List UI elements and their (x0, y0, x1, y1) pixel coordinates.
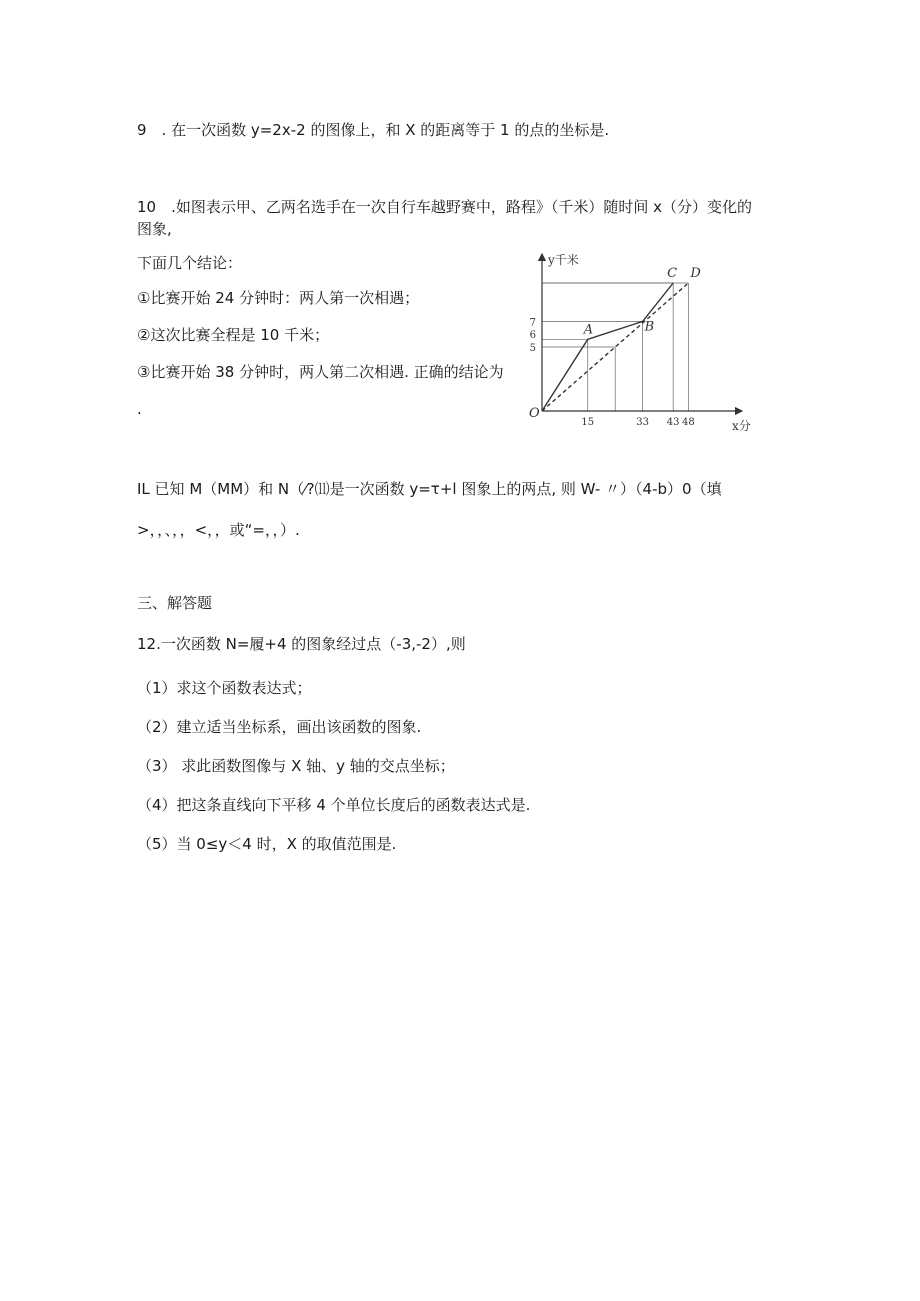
question-10-answer-blank: . (137, 400, 142, 418)
y-tick-label-7: 7 (529, 317, 536, 329)
question-12-stem: 12.一次函数 N=履+4 的图象经过点（-3,-2）,则 (137, 635, 466, 653)
question-12-part-5: （5）当 0≤y＜4 时，X 的取值范围是. (137, 835, 397, 853)
y-tick-label-5: 5 (529, 343, 536, 354)
question-10-line-2: 图象, (137, 220, 172, 238)
point-label-D: D (690, 266, 701, 281)
point-label-A: A (583, 322, 594, 338)
x-tick-label-33: 33 (636, 417, 650, 428)
x-tick-label-48: 48 (682, 417, 695, 428)
question-10-conclusion-2: ②这次比赛全程是 10 千米； (137, 326, 330, 344)
origin-label: O (529, 406, 540, 421)
question-10-conclusion-3: ③比赛开始 38 分钟时，两人第二次相遇. 正确的结论为 (137, 363, 504, 381)
x-tick-label-43: 43 (666, 417, 680, 428)
question-12-part-1: （1）求这个函数表达式； (137, 679, 312, 697)
distance-time-chart (520, 248, 770, 438)
point-label-B: B (644, 319, 655, 335)
x-tick-label-15: 15 (581, 417, 595, 428)
question-12-part-3: （3） 求此函数图像与 X 轴、y 轴的交点坐标； (137, 757, 455, 775)
question-9: 9 . 在一次函数 y=2x-2 的图像上，和 X 的距离等于 1 的点的坐标是. (137, 121, 610, 139)
y-axis-label: y千米 (548, 253, 579, 267)
question-10-intro: 下面几个结论： (137, 254, 243, 272)
question-12-part-2: （2）建立适当坐标系，画出该函数的图象. (137, 718, 422, 736)
x-axis-label: x分 (732, 419, 751, 433)
question-12-part-4: （4）把这条直线向下平移 4 个单位长度后的函数表达式是. (137, 796, 531, 814)
question-11-line-2: >，，、，，<，，或“=，，）. (137, 521, 300, 539)
point-label-C: C (667, 266, 678, 281)
y-tick-label-6: 6 (529, 330, 536, 342)
section-3-heading: 三、解答题 (137, 594, 213, 612)
question-11-line-1: IL 已知 M（MM）和 N（⁄?⑾是一次函数 y=τ+l 图象上的两点, 则 W- 〃）（4-b）0（填 (137, 480, 722, 498)
question-10-line-1: 10 .如图表示甲、乙两名选手在一次自行车越野赛中，路程》（千米）随时间 x（分）变化的 (137, 198, 753, 216)
question-10-conclusion-1: ①比赛开始 24 分钟时：两人第一次相遇； (137, 289, 420, 307)
